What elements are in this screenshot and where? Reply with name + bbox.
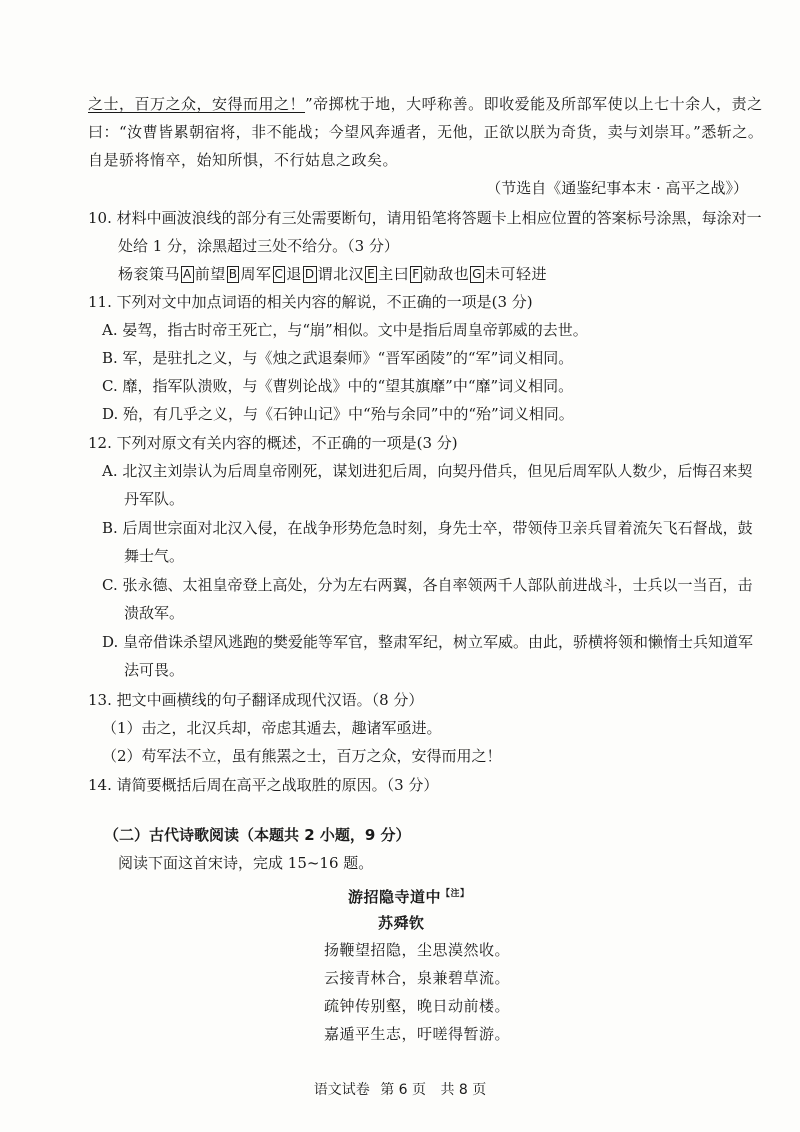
answer-box-a: A xyxy=(183,267,192,281)
section-2-instruction: 阅读下面这首宋诗，完成 15~16 题。 xyxy=(118,854,374,872)
poem-title xyxy=(348,884,470,907)
answer-box-e: E xyxy=(367,267,376,281)
segment-text: 谓北汉 xyxy=(317,265,365,283)
answer-box-d: D xyxy=(304,267,315,281)
poem-line-2: 云接青林合，泉兼碧草流。 xyxy=(324,969,511,987)
q13-sentence-2: （2）苟军法不立，虽有熊罴之士，百万之众，安得而用之！ xyxy=(102,747,502,765)
poem-line-3: 疏钟传别壑，晚日动前楼。 xyxy=(324,997,511,1015)
passage-line-2: 曰：“汝曹皆累朝宿将，非不能战；今望风奔遁者，无他，正欲以朕为奇货，卖与刘崇耳。”悉斩之。 xyxy=(88,123,764,141)
segment-text: 退 xyxy=(286,265,302,283)
segment-text: 杨衮策马 xyxy=(118,265,181,283)
q14-stem: 14. 请简要概括后周在高平之战取胜的原因。（3 分） xyxy=(88,776,439,794)
section-2-title: （二）古代诗歌阅读（本题共 2 小题，9 分） xyxy=(104,826,411,844)
footer-subject: 语文试卷 xyxy=(313,1082,370,1098)
passage-source: （节选自《通鉴纪事本末 · 高平之战》） xyxy=(486,179,748,197)
q12-option-b-2: 舞士气。 xyxy=(124,547,185,565)
passage-line-1 xyxy=(88,94,763,114)
answer-box-b: B xyxy=(228,267,238,281)
answer-box-c: C xyxy=(274,267,284,281)
segment-text: 周军 xyxy=(240,265,272,283)
passage-line-3: 自是骄将惰卒，始知所惧，不行姑息之政矣。 xyxy=(88,151,399,169)
q11-option-a: A. 晏驾，指古时帝王死亡，与“崩”相似。文中是指后周皇帝郭威的去世。 xyxy=(102,321,588,339)
q13-stem: 13. 把文中画横线的句子翻译成现代汉语。（8 分） xyxy=(88,691,424,709)
q12-option-d-2: 法可畏。 xyxy=(124,661,185,679)
underlined-sentence: 之士，百万之众，安得而用之！ xyxy=(88,95,306,113)
page-footer xyxy=(0,1080,800,1100)
poem-author: 苏舜钦 xyxy=(378,914,425,932)
footer-page: 第 6 页 xyxy=(380,1082,426,1098)
q12-option-a-2: 丹军队。 xyxy=(124,490,185,508)
q12-option-d-1: D. 皇帝借诛杀望风逃跑的樊爱能等军官，整肃军纪，树立军威。由此，骄横将领和懒惰士兵知道军 xyxy=(102,633,754,651)
q12-option-c-2: 溃敌军。 xyxy=(124,604,185,622)
poem-line-4: 嘉遁平生志，吁嗟得暂游。 xyxy=(324,1025,511,1043)
q13-sentence-1: （1）击之，北汉兵却，帝虑其遁去，趣诸军亟进。 xyxy=(102,719,442,737)
q12-option-a-1: A. 北汉主刘崇认为后周皇帝刚死，谋划进犯后周，向契丹借兵，但见后周军队人数少，后悔召来契 xyxy=(102,462,753,480)
footer-total: 共 8 页 xyxy=(440,1082,487,1098)
q10-stem-1: 10. 材料中画波浪线的部分有三处需要断句，请用铅笔将答题卡上相应位置的答案标号涂黑，每涂对一 xyxy=(88,209,762,227)
q10-stem-2: 处给 1 分，涂黑超过三处不给分。（3 分） xyxy=(118,237,399,255)
segment-text: 主曰 xyxy=(378,265,410,283)
segment-text: 勍敌也 xyxy=(422,265,470,283)
q12-option-c-1: C. 张永德、太祖皇帝登上高处，分为左右两翼，各自率领两千人部队前进战斗，士兵以一当百，击 xyxy=(102,576,753,594)
q11-option-d: D. 殆，有几乎之义，与《石钟山记》中“殆与余同”中的“殆”词义相同。 xyxy=(102,405,574,423)
poem-line-1: 扬鞭望招隐，尘思漠然收。 xyxy=(324,941,511,959)
segment-text: 未可轻进 xyxy=(485,265,548,283)
q10-segments xyxy=(118,264,547,284)
q11-option-b: B. 军，是驻扎之义，与《烛之武退秦师》“晋军函陵”的“军”词义相同。 xyxy=(102,349,574,367)
answer-box-g: G xyxy=(472,267,483,281)
q11-stem: 11. 下列对文中加点词语的相关内容的解说，不正确的一项是(3 分) xyxy=(88,293,533,311)
poem-title-text: 游招隐寺道中 xyxy=(348,888,442,906)
q11-option-c: C. 靡，指军队溃败，与《曹刿论战》中的“望其旗靡”中“靡”词义相同。 xyxy=(102,377,574,395)
answer-box-f: F xyxy=(412,267,420,281)
q12-option-b-1: B. 后周世宗面对北汉入侵，在战争形势危急时刻，身先士卒，带领侍卫亲兵冒着流矢飞石督战，鼓 xyxy=(102,519,753,537)
segment-text: 前望 xyxy=(194,265,226,283)
poem-note-mark: 【注】 xyxy=(441,889,470,899)
passage-line-1-rest: ”帝掷枕于地，大呼称善。即收爱能及所部军使以上七十余人，责之 xyxy=(305,95,763,113)
q12-stem: 12. 下列对原文有关内容的概述，不正确的一项是(3 分) xyxy=(88,434,458,452)
